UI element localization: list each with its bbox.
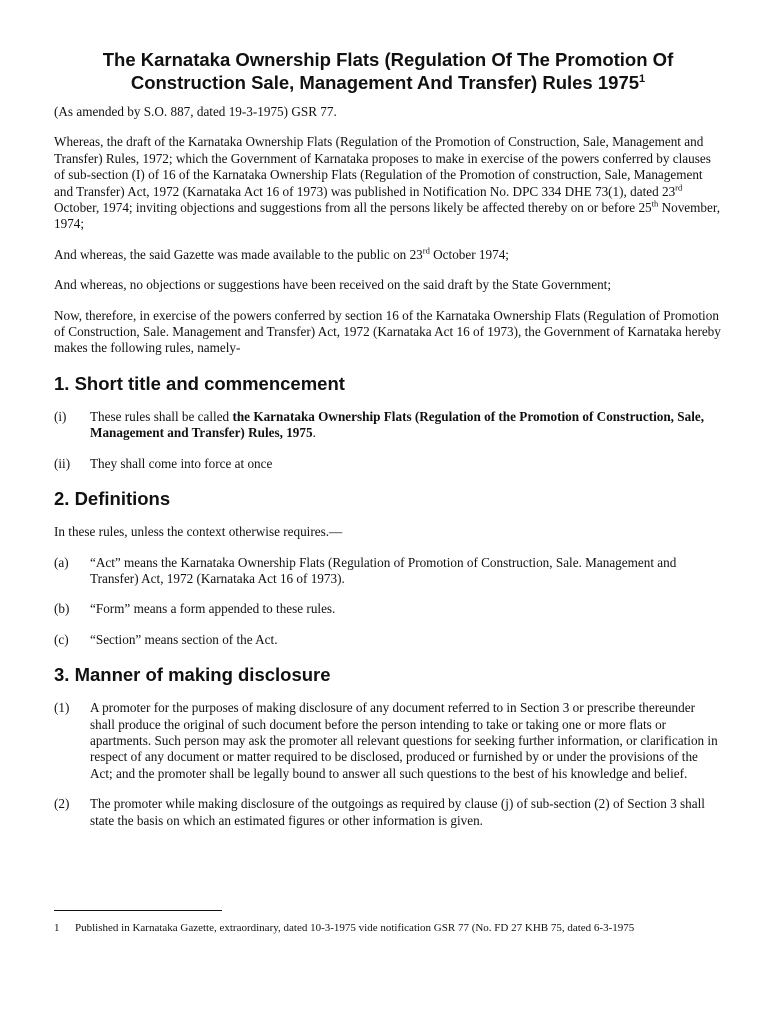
whereas-paragraph-1 (54, 134, 722, 232)
item-text (90, 409, 722, 442)
footnote-separator (54, 910, 222, 911)
whereas2-text-b: October 1974; (429, 246, 509, 262)
document-title (54, 48, 722, 94)
item-number: (2) (54, 796, 70, 812)
disclosure-item-1 (54, 700, 722, 782)
item-text: They shall come into force at once (90, 455, 273, 471)
footnote-text: Published in Karnataka Gazette, extraordinary, dated 10-3-1975 vide notification GSR 77 (No. FD 27 KHB 75, dated 6-3-1975 (75, 922, 635, 934)
title-line-1: The Karnataka Ownership Flats (Regulation Of The Promotion Of (102, 49, 674, 70)
item-text: “Section” means section of the Act. (90, 631, 278, 647)
definitions-intro: In these rules, unless the context otherwise requires.— (54, 524, 343, 540)
item-text: “Form” means a form appended to these rules. (90, 601, 336, 617)
whereas-paragraph-3: And whereas, no objections or suggestions have been received on the said draft by the State Government; (54, 277, 612, 293)
whereas2-text-a: And whereas, the said Gazette was made available to the public on 23 (54, 246, 423, 262)
whereas1-text-b: October, 1974; inviting objections and suggestions from all the persons likely be affected thereby on or before 25 (54, 200, 652, 216)
document-page (54, 48, 722, 843)
whereas2-sup: rd (422, 245, 430, 256)
item-text: A promoter for the purposes of making disclosure of any document referred to in Section 3 or prescribe thereunder shall produce the original of such document before the person intending to take or taking one or more flats or apartments. Such person may ask the promoter all relevant questions for seeking further information, or clarification in respect of any document or matter required to be disclosed, produced or furnished by or under the provisions of the Act; and the promoter shall be legally bound to answer all such questions to the best of his knowledge and belief. (90, 700, 718, 781)
item-number: (c) (54, 631, 69, 647)
title-line-2: Construction Sale, Management And Transfer) Rules 1975 (130, 72, 640, 93)
whereas1-text-a: Whereas, the draft of the Karnataka Ownership Flats (Regulation of the Promotion of Construction, Sale, Management and Transfer) Rules, 1972; which the Government of Karnataka proposes to make in exercise of the powers conferred by clauses of sub-section (I) of 16 of the Karnataka Ownership Flats (Regulation of the Promotion of construction, Sale, Management and Transfer) Act, 1972 (Karnataka Act 16 of 1973) was published in Notification No. DPC 334 DHE 73(1), dated 23 (54, 134, 711, 199)
whereas1-text-c: November, 1974; (54, 200, 721, 232)
section-2-heading: 2. Definitions (54, 488, 171, 510)
item-text: “Act” means the Karnataka Ownership Flats (Regulation of Promotion of Construction, Sale. Management and Transfer) Act, 1972 (Karnataka Act 16 of 1973). (90, 554, 677, 586)
now-therefore-paragraph: Now, therefore, in exercise of the powers conferred by section 16 of the Karnataka Ownership Flats (Regulation of Promotion of Construction, Sale. Management and Transfer) Act, 1972 (Karnataka Act 16 of 1973), the Government of Karnataka hereby makes the following rules, namely- (54, 307, 721, 356)
section-3-heading: 3. Manner of making disclosure (54, 664, 331, 686)
item-number: (i) (54, 408, 67, 424)
title-footnote-ref[interactable]: 1 (639, 72, 646, 85)
section-1-item-ii (54, 456, 722, 472)
whereas1-sup-1: rd (675, 182, 683, 193)
whereas-paragraph-2 (54, 247, 722, 263)
section-1-heading: 1. Short title and commencement (54, 372, 345, 394)
whereas1-sup-2: th (651, 198, 659, 209)
footnote (54, 921, 722, 935)
item-number: (ii) (54, 455, 71, 471)
item-text-post: . (312, 425, 316, 441)
item-number: (a) (54, 554, 69, 570)
definition-item-c (54, 632, 722, 648)
footnote-number: 1 (54, 922, 60, 934)
rules-short-title: the Karnataka Ownership Flats (Regulation of the Promotion of Construction, Sale, Management and Transfer) Rules, 1975 (90, 408, 705, 441)
item-text-pre: These rules shall be called (90, 408, 233, 424)
amendment-note: (As amended by S.O. 887, dated 19-3-1975) GSR 77. (54, 104, 337, 119)
item-number: (b) (54, 601, 70, 617)
definition-item-b (54, 601, 722, 617)
definition-item-a (54, 555, 722, 588)
section-1-item-i (54, 409, 722, 442)
item-number: (1) (54, 700, 70, 716)
item-text: The promoter while making disclosure of the outgoings as required by clause (j) of sub-section (2) of Section 3 shall state the basis on which an estimated figures or other information is given. (90, 796, 705, 828)
disclosure-item-2 (54, 796, 722, 829)
